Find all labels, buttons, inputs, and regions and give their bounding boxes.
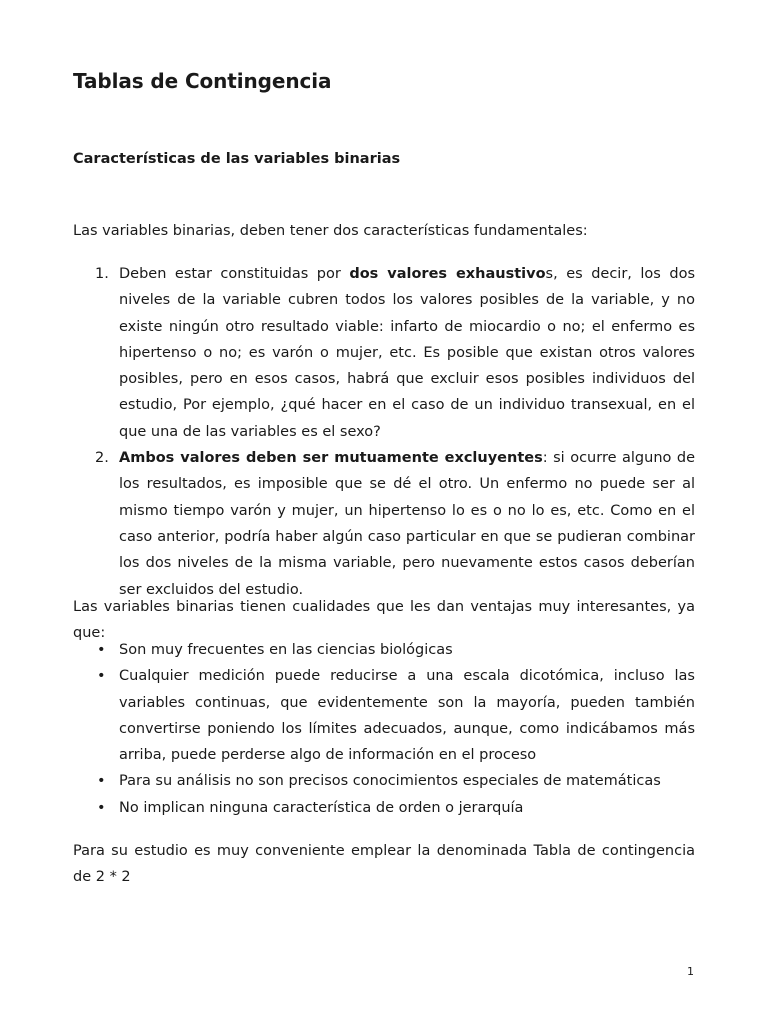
bullet-item-text: No implican ninguna característica de orden o jerarquía — [119, 799, 524, 816]
list-item-text-end: s, es decir, los dos niveles de la variable cubren todos los valores posibles de la variable, y no existe ningún otro resultado viable: infarto de miocardio o no; el enfermo es hipertenso o no; es varón o mujer, etc. Es posible que existan otros valores posibles, pero en esos casos, habrá que excluir esos posibles individuos del estudio, Por ejemplo, ¿qué hacer en el caso de un individuo transexual, en el que una de las variables es el sexo? — [119, 266, 695, 440]
bullet-list — [73, 637, 695, 821]
bullet-icon: • — [97, 668, 106, 685]
bullet-item-text: Son muy frecuentes en las ciencias biológicas — [119, 642, 453, 658]
bullet-item-text: Cualquier medición puede reducirse a una escala dicotómica, incluso las variables continuas, que evidentemente son la mayoría, pueden también convertirse poniendo los límites adecuados, aunque, como indicábamos más arriba, puede perderse algo de información en el proceso — [119, 668, 695, 764]
bullet-list-item — [73, 795, 695, 821]
bullet-item-text: Para su análisis no son precisos conocimientos especiales de matemáticas — [119, 773, 661, 790]
list-item-text-start: Deben estar constituidas por — [119, 266, 350, 282]
list-item-bold-text: dos valores exhaustivo — [349, 266, 546, 282]
list-number: 1. — [95, 266, 109, 282]
bullet-list-item — [73, 663, 695, 768]
intro-paragraph: Las variables binarias, deben tener dos características fundamentales: — [73, 223, 588, 239]
document-title: Tablas de Contingencia — [73, 69, 332, 93]
bullet-list-item — [73, 768, 695, 794]
study-paragraph: Para su estudio es muy conveniente emplear la denominada Tabla de contingencia de 2 * 2 — [73, 843, 695, 886]
numbered-list-item — [73, 261, 695, 445]
list-number: 2. — [95, 450, 109, 467]
bullet-icon: • — [97, 642, 106, 658]
numbered-list-item — [73, 445, 695, 603]
page-number: 1 — [687, 965, 694, 978]
list-item-text-end: : si ocurre alguno de los resultados, es imposible que se dé el otro. Un enfermo no puede ser al mismo tiempo varón y mujer, un hipertenso lo es o no lo es, etc. Como en el caso anterior, podría haber algún caso particular en que se pudieran combinar los dos niveles de la misma variable, pero nuevamente estos casos deberían ser excluidos del estudio. — [119, 450, 695, 598]
bullet-icon: • — [97, 773, 106, 790]
numbered-list — [73, 261, 695, 603]
qualities-paragraph: Las variables binarias tienen cualidades que les dan ventajas muy interesantes, ya que: — [73, 599, 695, 642]
list-item-bold-text: Ambos valores deben ser mutuamente excluyentes — [119, 450, 543, 467]
bullet-icon: • — [97, 799, 106, 816]
bullet-list-item — [73, 637, 695, 663]
section-heading: Características de las variables binarias — [73, 151, 401, 167]
